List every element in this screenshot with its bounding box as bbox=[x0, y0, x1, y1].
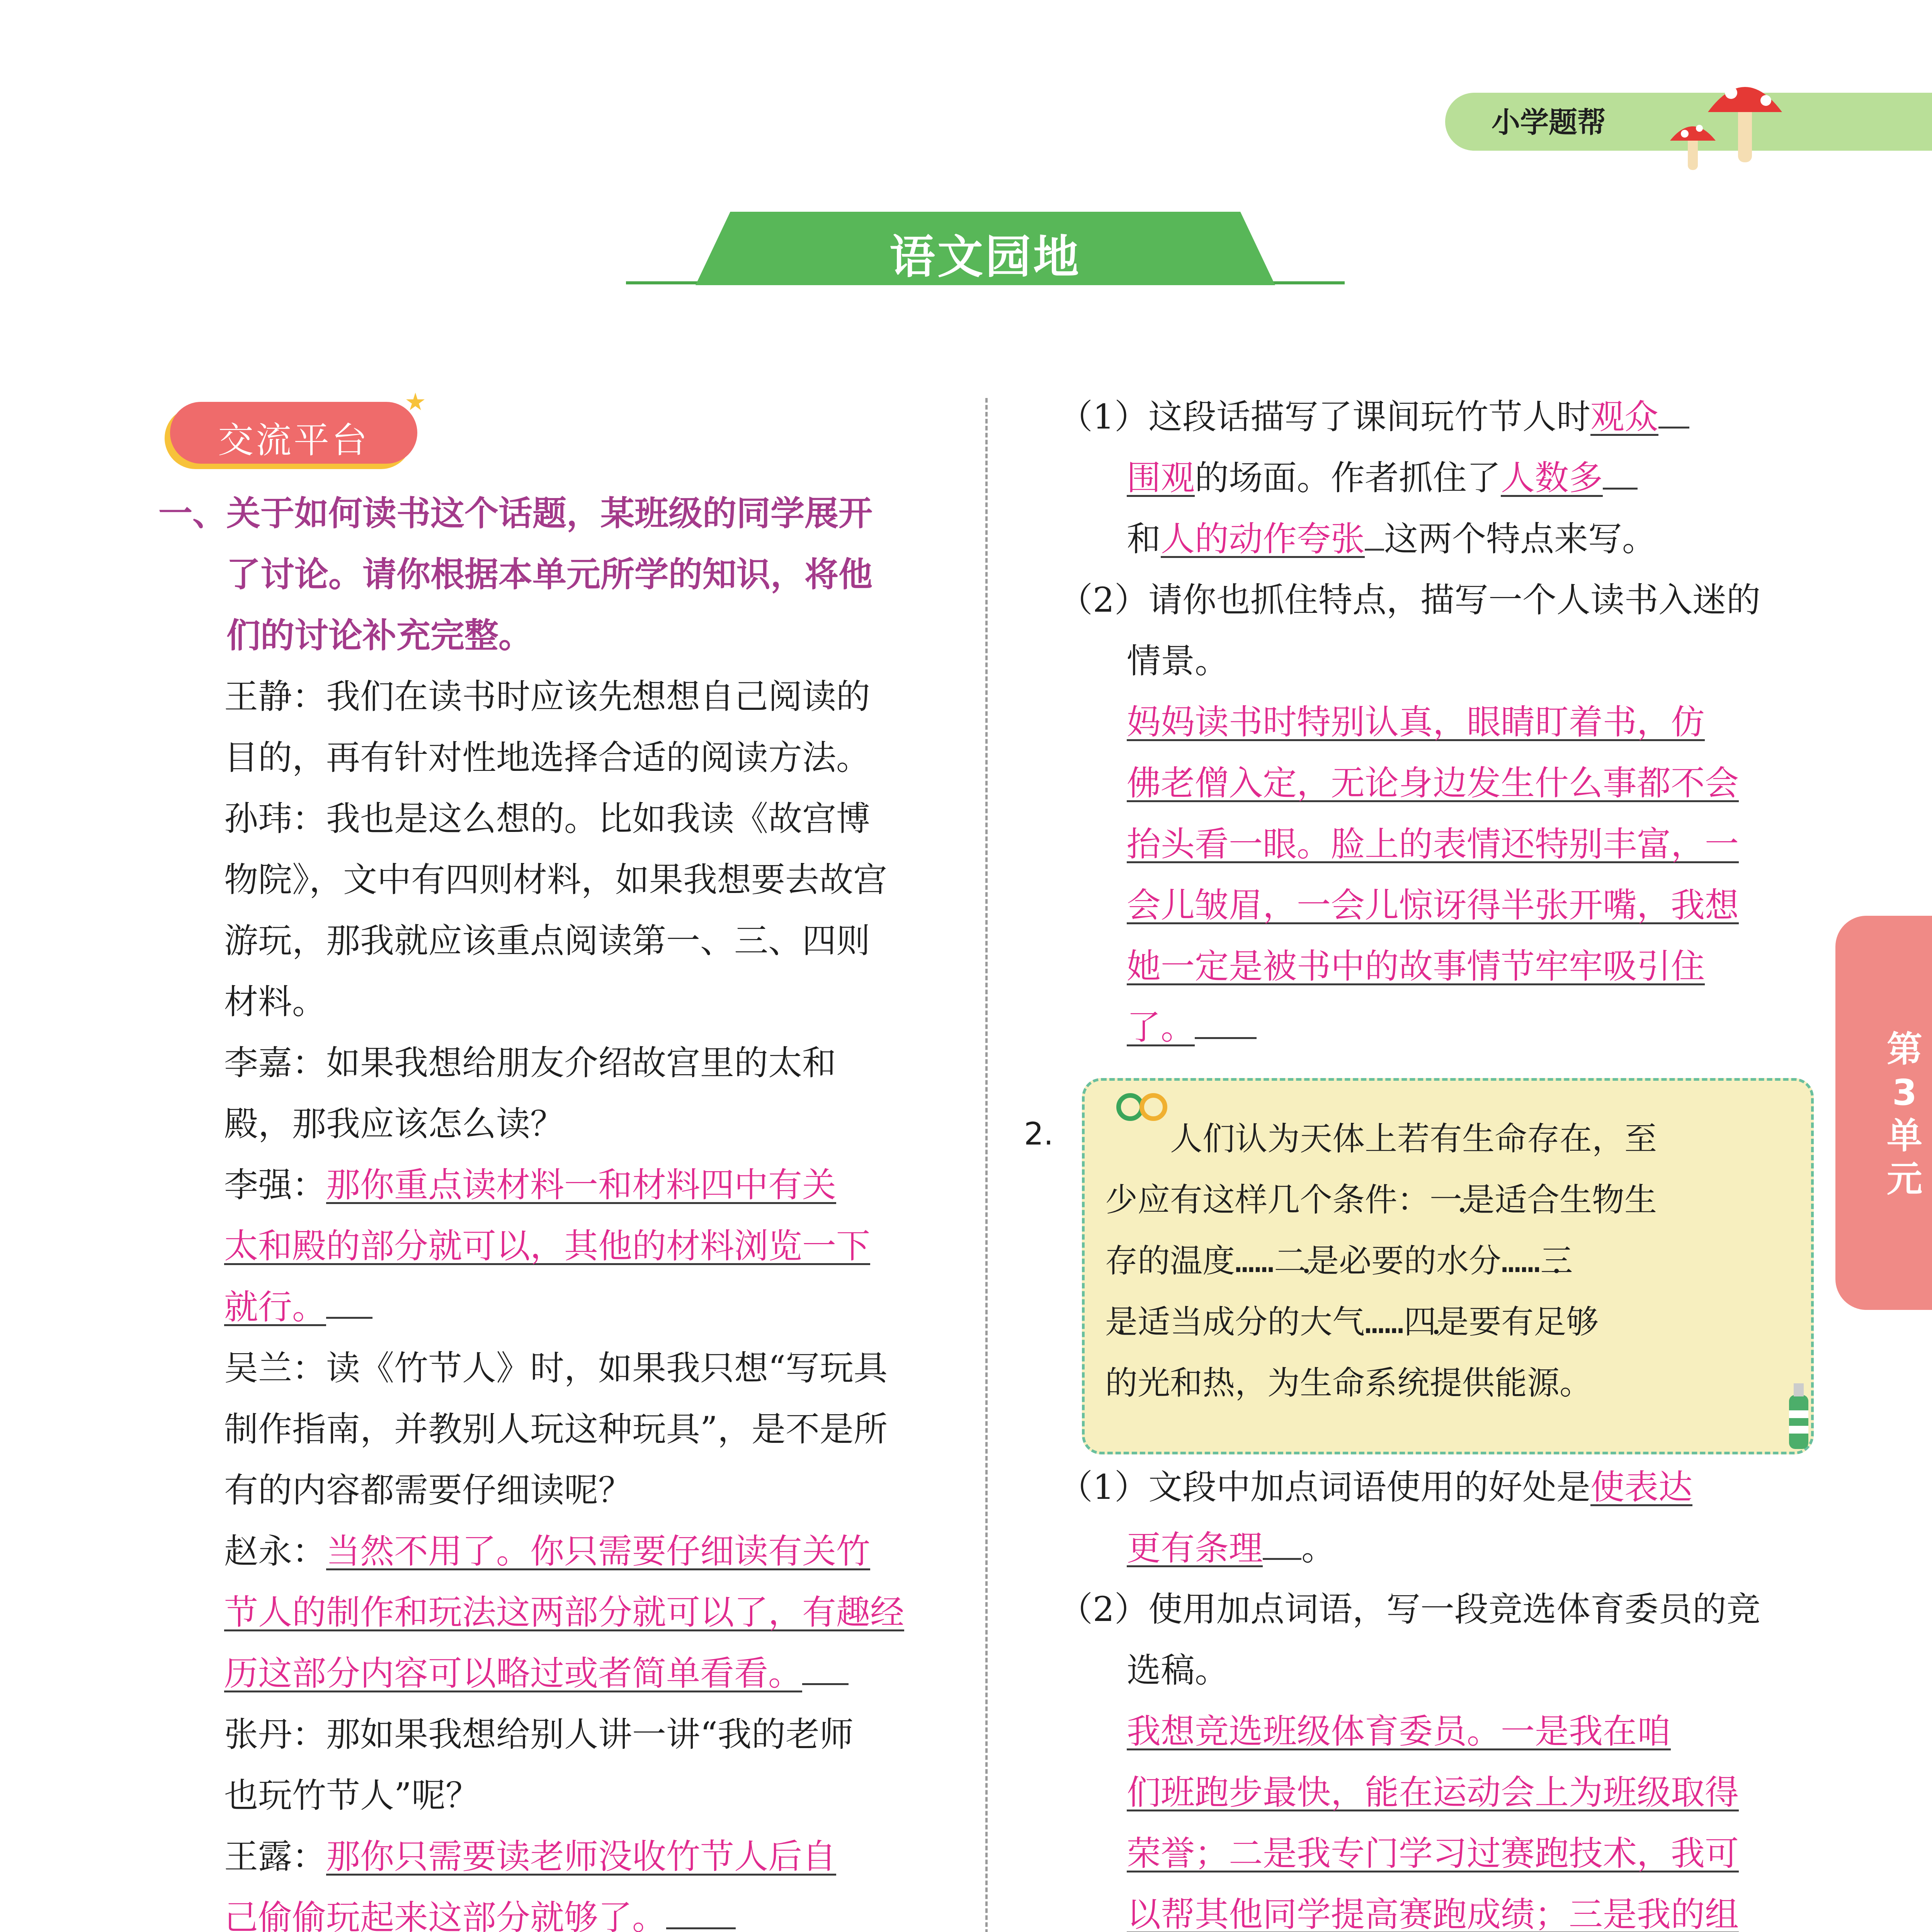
page-title: 语文园地 bbox=[889, 230, 1081, 284]
discussion-block: 王静：我们在读书时应该先想想自己阅读的 目的，再有针对性地选择合适的阅读方法。 孙玮：我也是这么想的。比如我读《故宫博 物院》，文中有四则材料，如果我想要去故宫 游玩，那我就应该重点阅读第一、三、四则 材料。 李嘉：如果我想给朋友介绍故宫里的太和 殿，那我应该怎么读？ 李强：那你重点读材料一和材料四中有关 太和殿的部分就可以，其他的材料浏览一下 就行。 吴兰：读《竹节人》时，如果我只想“写玩具 制作指南，并教别人玩这种玩具”，是不是所 有的内容都需要仔细读呢？ 赵永：当然不用了。你只需要仔细读有关竹 节人的制作和玩法这两部分就可以了，有趣经 历这部分内容可以略过或者简单看看。 张丹：那如果我想给别人讲一讲“我的老师 也玩竹节人”呢？ 王露：那你只需要读老师没收竹节人后自 己偷偷玩起来这部分就够了。 bbox=[224, 677, 905, 1932]
q3-block: （1）文段中加点词语使用的好处是使表达 更有条理 。 （2）使用加点词语，写一段竞选体育委员的竞 选稿。 我想竞选班级体育委员。一是我在咱 们班跑步最快，能在运动会上为班级取得 荣誉；二是我专门学习过赛跑技术，我可 以帮其他同学提高赛跑成绩；三是我的组 bbox=[1059, 1467, 1760, 1932]
dotted-word-1: 一是 bbox=[1430, 1181, 1495, 1219]
brand-name: 小学题帮 bbox=[1492, 106, 1606, 139]
unit-tab-label: 第 3 单 元 bbox=[1886, 1029, 1922, 1200]
bottle-icon bbox=[1777, 1376, 1820, 1453]
answer-liqiang: 那你重点读材料一和材料四中有关 bbox=[326, 1165, 837, 1205]
mushroom-icon bbox=[1634, 58, 1789, 174]
dotted-word-3: 三 bbox=[1540, 1242, 1573, 1280]
answer-q4: 我想竞选班级体育委员。一是我在咱 bbox=[1127, 1711, 1671, 1751]
q1-block: （1）这段话描写了课间玩竹节人时观众 围观的场面。作者抓住了人数多 和人的动作夸张 这两个特点来写。 （2）请你也抓住特点，描写一个人读书入迷的 情景。 妈妈读书时特别认真，眼睛盯着书，仿 佛老僧入定，无论身边发生什么事都不会 抬头看一眼。脸上的表情还特别丰富，一 会儿皱眉，一会儿惊讶得半张开嘴，我想 她一定是被书中的故事情节牢牢吸引住 了。 bbox=[1059, 386, 1816, 1058]
answer-wanglu: 那你只需要读老师没收竹节人后自 bbox=[326, 1837, 837, 1876]
answer-q2: 妈妈读书时特别认真，眼睛盯着书，仿 bbox=[1127, 702, 1705, 742]
answer-zhaoyong: 当然不用了。你只需要仔细读有关竹 bbox=[326, 1531, 871, 1571]
answer-q1-scene: 观众 bbox=[1590, 397, 1659, 437]
question-1-heading: 一、关于如何读书这个话题，某班级的同学展开 了讨论。请你根据本单元所学的知识，将他 们的讨论补充完整。 bbox=[158, 493, 873, 655]
passage-2-text: 人们认为天体上若有生命存在，至 少应有这样几个条件：一是适合生物生 存的温度……二是必要的水分……三 是适当成分的大气……四是要有足够 的光和热，为生命系统提供能源。 bbox=[1105, 1120, 1657, 1402]
answer-q1-feature1: 人数多 bbox=[1501, 458, 1603, 498]
section-pill-exchange: 交流平台 bbox=[170, 402, 417, 464]
dotted-word-4: 四是 bbox=[1404, 1303, 1469, 1341]
column-divider bbox=[985, 398, 988, 1932]
dotted-word-2: 二是 bbox=[1274, 1242, 1339, 1280]
item-2-number: 2. bbox=[1024, 1116, 1054, 1152]
answer-q1-feature2: 人的动作夸张 bbox=[1161, 519, 1365, 559]
answer-q3: 使表达 bbox=[1590, 1467, 1693, 1507]
